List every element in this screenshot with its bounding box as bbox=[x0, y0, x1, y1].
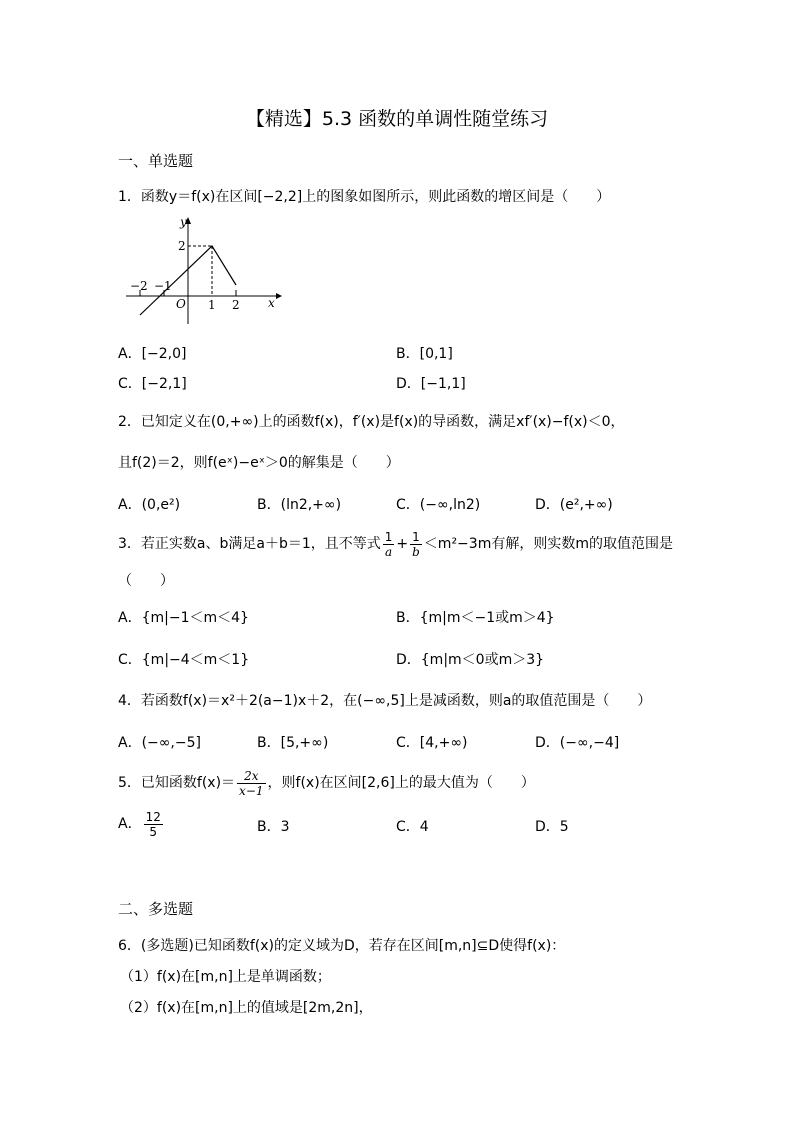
q3-stem-pre: 3．若正实数a、b满足a＋b＝1，且不等式 bbox=[118, 536, 381, 552]
section-multiple-choice: 二、多选题 bbox=[118, 900, 194, 918]
q3-frac2-den: b bbox=[412, 544, 420, 559]
q5-stem-pre: 5．已知函数f(x)＝ bbox=[118, 775, 236, 791]
q2-option-b: B．(ln2,+∞) bbox=[257, 497, 342, 513]
q5-option-d: D．5 bbox=[535, 819, 569, 835]
q2-option-d: D．(e²,+∞) bbox=[535, 497, 613, 513]
q5-option-a-den: 5 bbox=[149, 824, 158, 839]
question-6-stem: 6．(多选题)已知函数f(x)的定义域为D，若存在区间[m,n]⊆D使得f(x)： bbox=[118, 938, 566, 954]
function-graph bbox=[118, 212, 283, 332]
q1-option-d: D．[−1,1] bbox=[396, 376, 466, 392]
q2-option-c: C．(−∞,ln2) bbox=[396, 497, 481, 513]
q5-option-a bbox=[118, 808, 165, 840]
q5-option-c: C．4 bbox=[396, 819, 429, 835]
y-axis-label: y bbox=[180, 215, 187, 229]
q3-fraction-1b bbox=[410, 530, 422, 559]
q4-option-c: C．[4,+∞) bbox=[396, 735, 468, 751]
page-title: 【精选】5.3 函数的单调性随堂练习 bbox=[245, 108, 549, 130]
question-2-line2: 且f(2)＝2，则f(eˣ)−eˣ＞0的解集是（ ） bbox=[118, 455, 400, 471]
q5-option-a-num: 12 bbox=[145, 809, 161, 824]
tick-label-xm2: −2 bbox=[130, 279, 148, 293]
q3-option-b: B．{m|m＜−1或m＞4} bbox=[396, 610, 555, 626]
question-6-condition-2: （2）f(x)在[m,n]上的值域是[2m,2n]， bbox=[120, 1000, 373, 1016]
q2-option-a: A．(0,e²) bbox=[118, 497, 181, 513]
q3-option-c: C．{m|−4＜m＜1} bbox=[118, 652, 250, 668]
question-5-stem bbox=[118, 767, 535, 799]
q5-stem-post: ，则f(x)在区间[2,6]上的最大值为（ ） bbox=[267, 775, 535, 791]
tick-label-y2: 2 bbox=[178, 239, 186, 253]
q5-option-b: B．3 bbox=[257, 819, 290, 835]
q1-option-a: A．[−2,0] bbox=[118, 346, 187, 362]
tick-label-x1: 1 bbox=[208, 298, 216, 312]
x-axis-arrow bbox=[276, 293, 282, 299]
q1-option-c: C．[−2,1] bbox=[118, 376, 187, 392]
section-single-choice: 一、单选题 bbox=[118, 152, 194, 170]
origin-label: O bbox=[176, 297, 186, 311]
question-3-line1 bbox=[118, 528, 673, 560]
question-4-stem: 4．若函数f(x)＝x²＋2(a−1)x＋2，在(−∞,5]上是减函数，则a的取值范围是（ ） bbox=[118, 693, 652, 709]
q4-option-d: D．(−∞,−4] bbox=[535, 735, 620, 751]
q3-frac1-den: a bbox=[384, 544, 393, 559]
q3-option-a: A．{m|−1＜m＜4} bbox=[118, 610, 249, 626]
tick-label-x2: 2 bbox=[232, 298, 240, 312]
q4-option-b: B．[5,+∞) bbox=[257, 735, 329, 751]
q5-fraction bbox=[237, 769, 265, 798]
q5-frac-den: x−1 bbox=[239, 783, 264, 798]
q3-frac1-num: 1 bbox=[384, 529, 393, 544]
question-1-stem: 1．函数y＝f(x)在区间[−2,2]上的图象如图所示，则此函数的增区间是（ ） bbox=[118, 189, 611, 205]
question-6-condition-1: （1）f(x)在[m,n]上是单调函数； bbox=[120, 969, 331, 985]
tick-label-xm1: −1 bbox=[154, 279, 172, 293]
x-axis-label: x bbox=[268, 296, 275, 310]
q5-option-a-label: A． bbox=[118, 816, 142, 832]
question-2-line1: 2．已知定义在(0,+∞)上的函数f(x)，f′(x)是f(x)的导函数，满足xf′(x)−f(x)＜0， bbox=[118, 414, 625, 430]
q5-option-a-fraction bbox=[144, 810, 163, 839]
question-3-line2: （ ） bbox=[118, 573, 174, 589]
q3-fraction-1a bbox=[383, 530, 395, 559]
q1-option-b: B．[0,1] bbox=[396, 346, 453, 362]
q3-option-d: D．{m|m＜0或m＞3} bbox=[396, 652, 545, 668]
q3-frac2-num: 1 bbox=[410, 530, 422, 545]
q4-option-a: A．(−∞,−5] bbox=[118, 735, 201, 751]
q5-frac-num: 2x bbox=[237, 769, 265, 784]
q3-stem-post: ＜m²−3m有解，则实数m的取值范围是 bbox=[423, 536, 673, 552]
q3-plus: + bbox=[396, 536, 409, 552]
